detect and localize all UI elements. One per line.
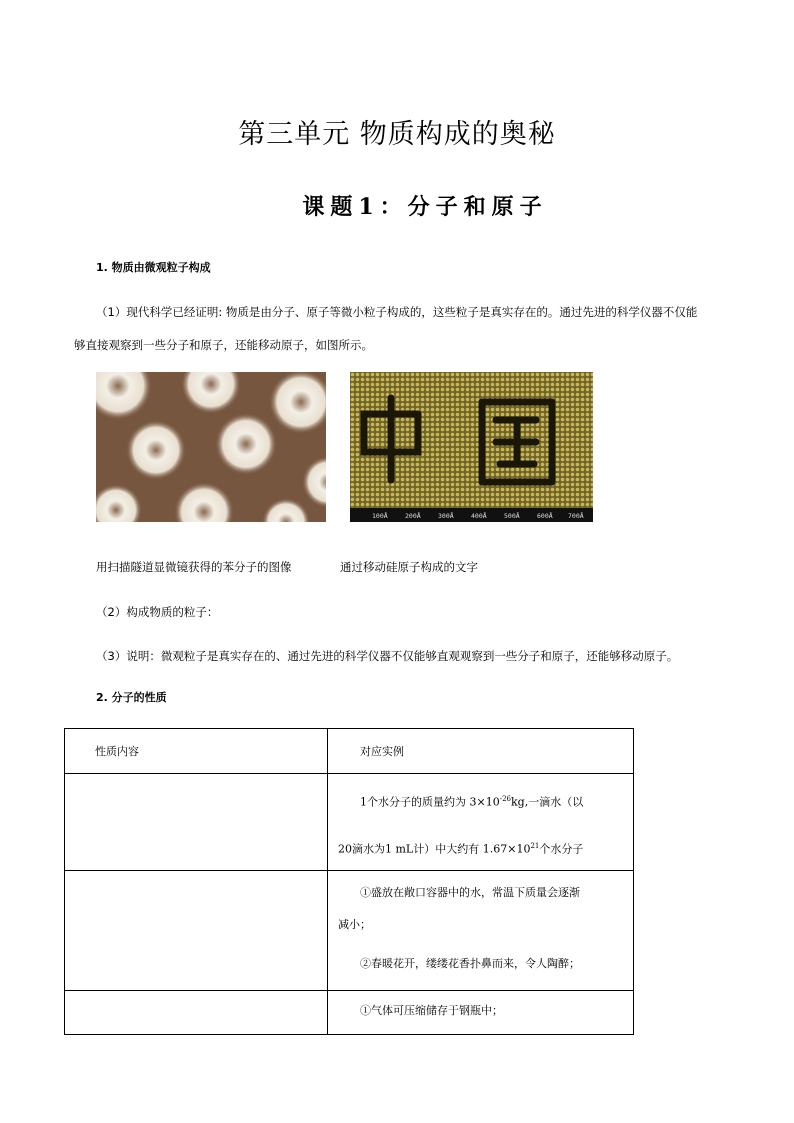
table-row — [65, 774, 634, 871]
lesson-title: 课题1：分子和原子 — [302, 194, 548, 220]
example-line — [338, 776, 623, 826]
silicon-atoms-graphic — [350, 372, 593, 508]
table-row — [65, 871, 634, 991]
scale-label: 400Å — [471, 512, 487, 520]
example-line — [338, 826, 623, 870]
table-cell-property — [65, 871, 328, 991]
benzene-stm-image — [96, 372, 326, 522]
table-cell-example — [328, 991, 634, 1035]
example-line: ②春暖花开，缕缕花香扑鼻而来，令人陶醉； — [360, 957, 580, 970]
molecule-properties-table — [64, 728, 634, 1035]
example-text: 1个水分子的质量约为 — [360, 795, 466, 809]
scale-label: 200Å — [405, 512, 421, 520]
formula-exponent: -26 — [499, 795, 511, 803]
paragraph-1-line-1: （1）现代科学已经证明: 物质是由分子、原子等微小粒子构成的，这些粒子是真实存在的。通过先进的科学仪器不仅能 — [96, 305, 698, 319]
formula-value: 1.67×10 — [482, 842, 531, 856]
example-line: ①气体可压缩储存于钢瓶中； — [360, 1004, 503, 1017]
example-line: ①盛放在敞口容器中的水，常温下质量会逐渐 — [360, 886, 580, 899]
scale-label: 600Å — [537, 512, 553, 520]
paragraph-3: （3）说明：微观粒子是真实存在的、通过先进的科学仪器不仅能够直观观察到一些分子和原子，还能够移动原子。 — [96, 649, 679, 663]
example-line: 减小； — [338, 918, 371, 931]
scale-label: 700Å — [568, 512, 584, 520]
scale-label: 300Å — [438, 512, 454, 520]
image-caption-2: 通过移动硅原子构成的文字 — [340, 560, 478, 574]
silicon-atoms-text-image — [350, 372, 593, 522]
paragraph-2: （2）构成物质的粒子： — [96, 605, 219, 619]
section2-heading: 2. 分子的性质 — [96, 691, 167, 704]
scale-label: 500Å — [504, 512, 520, 520]
table-cell-example — [328, 871, 634, 991]
example-text: 个水分子 — [539, 842, 584, 856]
benzene-molecules-graphic — [96, 372, 326, 522]
table-cell-example — [328, 774, 634, 871]
paragraph-1-line-2: 够直接观察到一些分子和原子，还能移动原子，如图所示。 — [74, 338, 373, 352]
scale-bar — [350, 508, 593, 522]
image-caption-1: 用扫描隧道显微镜获得的苯分子的图像 — [96, 560, 292, 574]
scale-label: 100Å — [372, 512, 388, 520]
formula-exponent: 21 — [530, 841, 540, 850]
table-header-property: 性质内容 — [65, 729, 328, 774]
section1-heading: 1. 物质由微观粒子构成 — [96, 261, 211, 274]
table-header-row — [65, 729, 634, 774]
page-title: 第三单元 物质构成的奥秘 — [238, 119, 556, 150]
table-row — [65, 991, 634, 1035]
formula-value: 3×10 — [469, 795, 500, 809]
table-cell-property — [65, 991, 328, 1035]
example-text: 20滴水为1 mL计）中大约有 — [338, 842, 480, 856]
table-cell-property — [65, 774, 328, 871]
table-header-example: 对应实例 — [328, 729, 634, 774]
example-text: kg,一滴水（以 — [511, 795, 584, 809]
